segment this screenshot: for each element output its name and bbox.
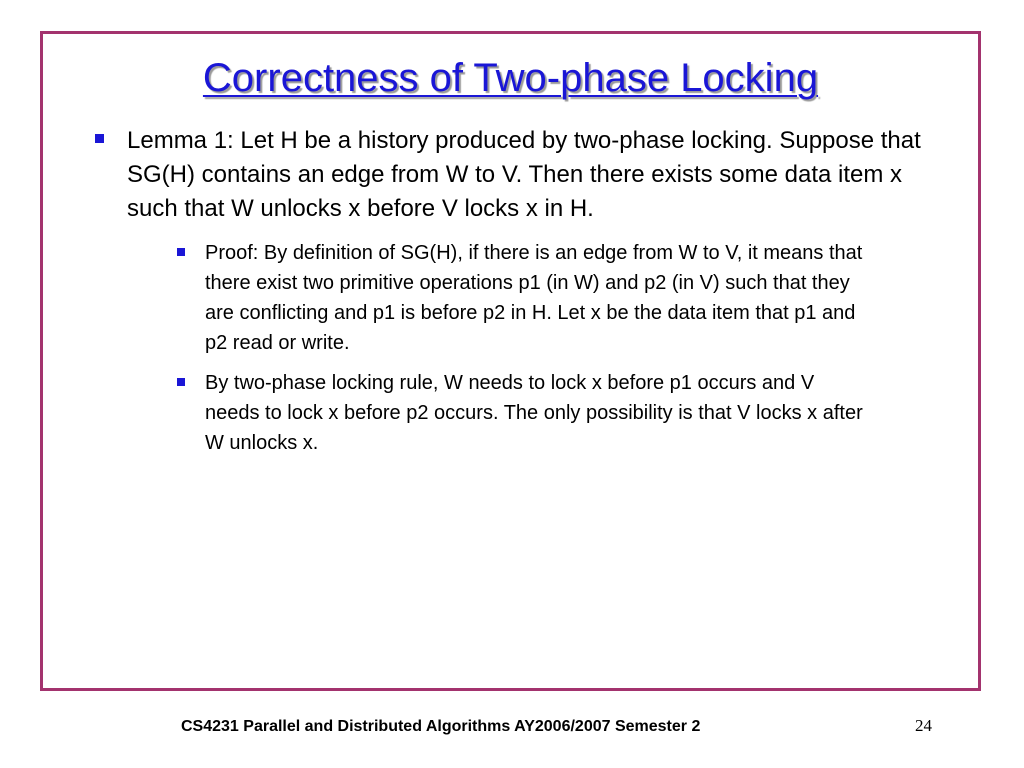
page-number: 24 [915,716,932,735]
slide-content [91,124,951,458]
square-bullet-icon [95,134,104,143]
footer-course-title: CS4231 Parallel and Distributed Algorithms AY2006/2007 Semester 2 [181,718,701,735]
slide-title: Correctness of Two-phase Locking [202,56,819,100]
lemma-bullet [91,124,951,226]
square-bullet-icon [177,378,185,386]
slide-frame [40,31,981,691]
proof-text: Proof: By definition of SG(H), if there is an edge from W to V, it means that there exist two primitive operations p1 (in W) and p2 (in V) such that they are conflicting and p1 is before p2 in H. Let x be the data item that p1 and p2 read or write. [205,242,863,354]
proof-sub-bullet [173,238,871,358]
lemma-text: Lemma 1: Let H be a history produced by two-phase locking. Suppose that SG(H) contains an edge from W to V. Then there exists some data item x such that W unlocks x before V locks x in H. [127,127,921,222]
locking-rule-sub-bullet [173,368,871,458]
square-bullet-icon [177,248,185,256]
locking-rule-text: By two-phase locking rule, W needs to lock x before p1 occurs and V needs to lock x before p2 occurs. The only possibility is that V locks x after W unlocks x. [205,372,863,454]
